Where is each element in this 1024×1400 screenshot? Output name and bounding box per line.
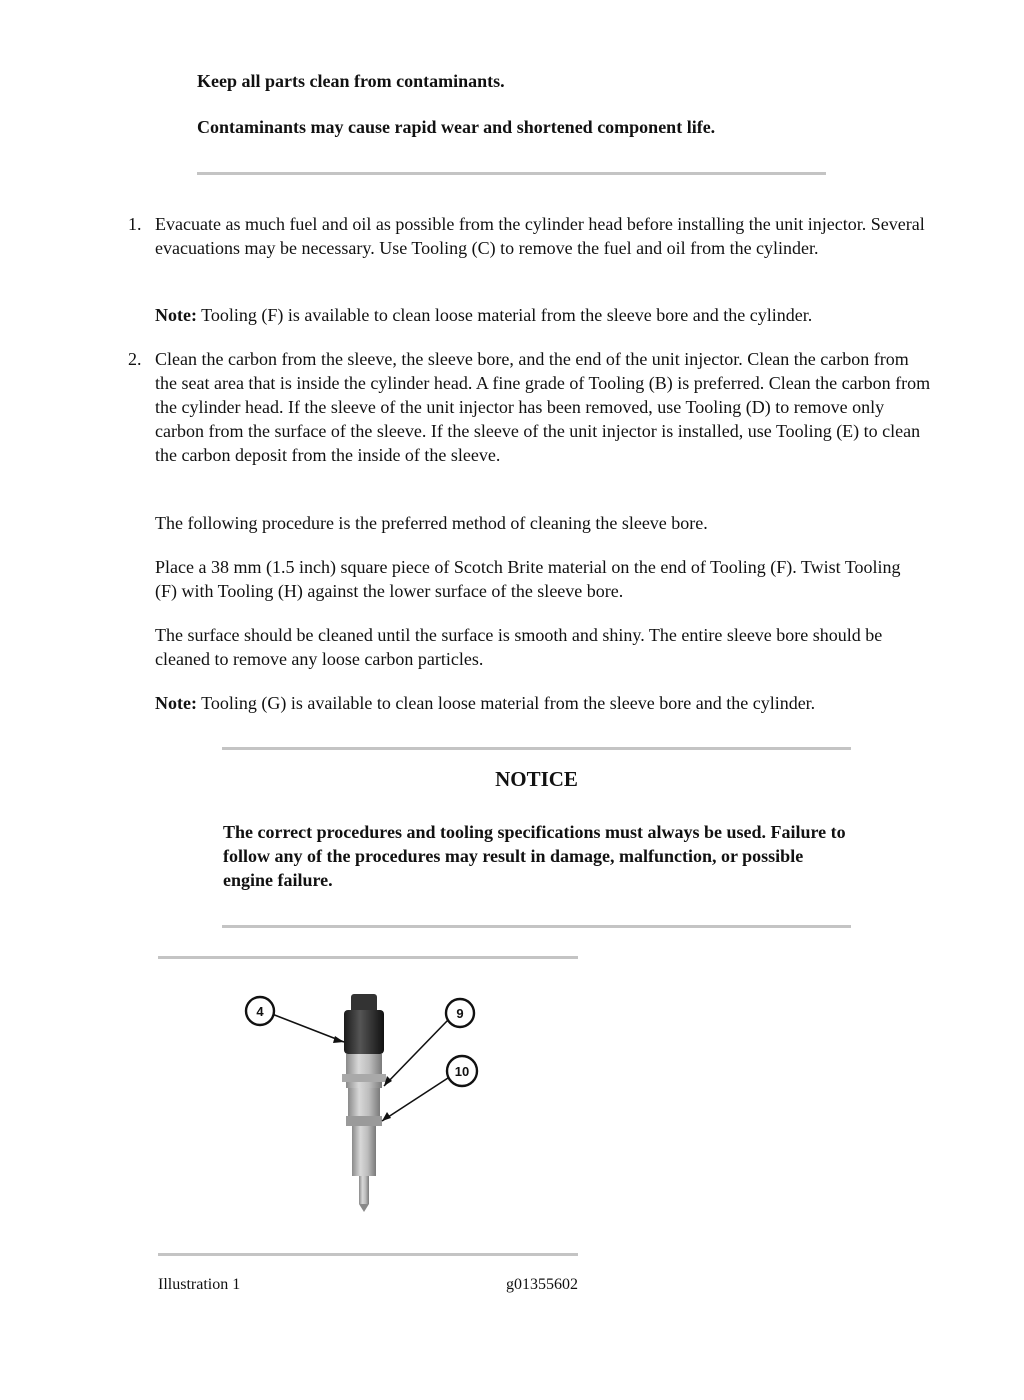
step-2-para-2: The following procedure is the preferred method of cleaning the sleeve bore. <box>155 513 708 533</box>
injector-seal-ring <box>346 1116 382 1126</box>
step-2-para-4: The surface should be cleaned until the surface is smooth and shiny. The entire sleeve bore should be cleaned to remove any loose carbon particles. <box>155 625 883 669</box>
note-label: Note: <box>155 305 197 325</box>
step-1-text: Evacuate as much fuel and oil as possible from the cylinder head before installing the unit injector. Several evacuations may be necessary. Use Tooling (C) to remove the fuel and oil from the cylinder. <box>155 214 925 258</box>
step-2-para-3: Place a 38 mm (1.5 inch) square piece of Scotch Brite material on the end of Tooling (F). Twist Tooling (F) with Tooling (H) against the lower surface of the sleeve bore. <box>155 557 901 601</box>
leader-line-4 <box>272 1014 344 1042</box>
injector-illustration <box>158 966 578 1246</box>
note-text: Tooling (F) is available to clean loose material from the sleeve bore and the cylinder. <box>196 305 813 325</box>
injector-lower-body <box>352 1126 376 1176</box>
arrowhead-4 <box>333 1036 344 1043</box>
step-2-text: Clean the carbon from the sleeve, the sleeve bore, and the end of the unit injector. Clean the carbon from the seat area that is inside the cylinder head. A fine grade of Tooling (B) is preferred. Clean the carbon from the cylinder head. If the sleeve of the unit injector has been removed, use Tooling (D) to remove only carbon from the surface of the sleeve. If the sleeve of the unit injector is installed, use Tooling (E) to clean the carbon deposit from the inside of the sleeve. <box>155 349 931 465</box>
warning-line-2: Contaminants may cause rapid wear and shortened component life. <box>197 117 716 137</box>
illustration-caption-label: Illustration 1 <box>158 1276 241 1293</box>
step-2-note <box>155 691 935 715</box>
illustration-top-divider <box>158 956 578 959</box>
warning-divider <box>197 172 826 175</box>
notice-title: NOTICE <box>495 767 578 791</box>
arrowhead-10 <box>382 1112 391 1121</box>
notice-top-divider <box>222 747 851 750</box>
notice-bottom-divider <box>222 925 851 928</box>
nozzle-tip <box>359 1204 369 1212</box>
step-1-note <box>155 303 935 327</box>
note-label: Note: <box>155 693 197 713</box>
leader-line-10 <box>382 1078 448 1121</box>
injector-nozzle <box>359 1176 369 1204</box>
callout-label-4: 4 <box>256 1004 264 1019</box>
step-1-number: 1. <box>128 214 142 234</box>
injector-collar <box>342 1074 386 1082</box>
illustration-caption-id: g01355602 <box>506 1276 578 1293</box>
injector-middle-body <box>348 1088 380 1118</box>
note-text: Tooling (G) is available to clean loose material from the sleeve bore and the cylinder. <box>196 693 816 713</box>
callout-label-9: 9 <box>456 1006 464 1021</box>
injector-upper-body <box>346 1054 382 1088</box>
callout-label-10: 10 <box>454 1064 470 1079</box>
step-2-number: 2. <box>128 349 142 369</box>
injector-cap <box>344 1010 384 1054</box>
leader-line-9 <box>384 1020 448 1086</box>
illustration-bottom-divider <box>158 1253 578 1256</box>
notice-text: The correct procedures and tooling specifications must always be used. Failure to follow any of the procedures may result in damage, malfunction, or possible engine failure. <box>223 822 846 890</box>
warning-line-1: Keep all parts clean from contaminants. <box>197 71 505 91</box>
